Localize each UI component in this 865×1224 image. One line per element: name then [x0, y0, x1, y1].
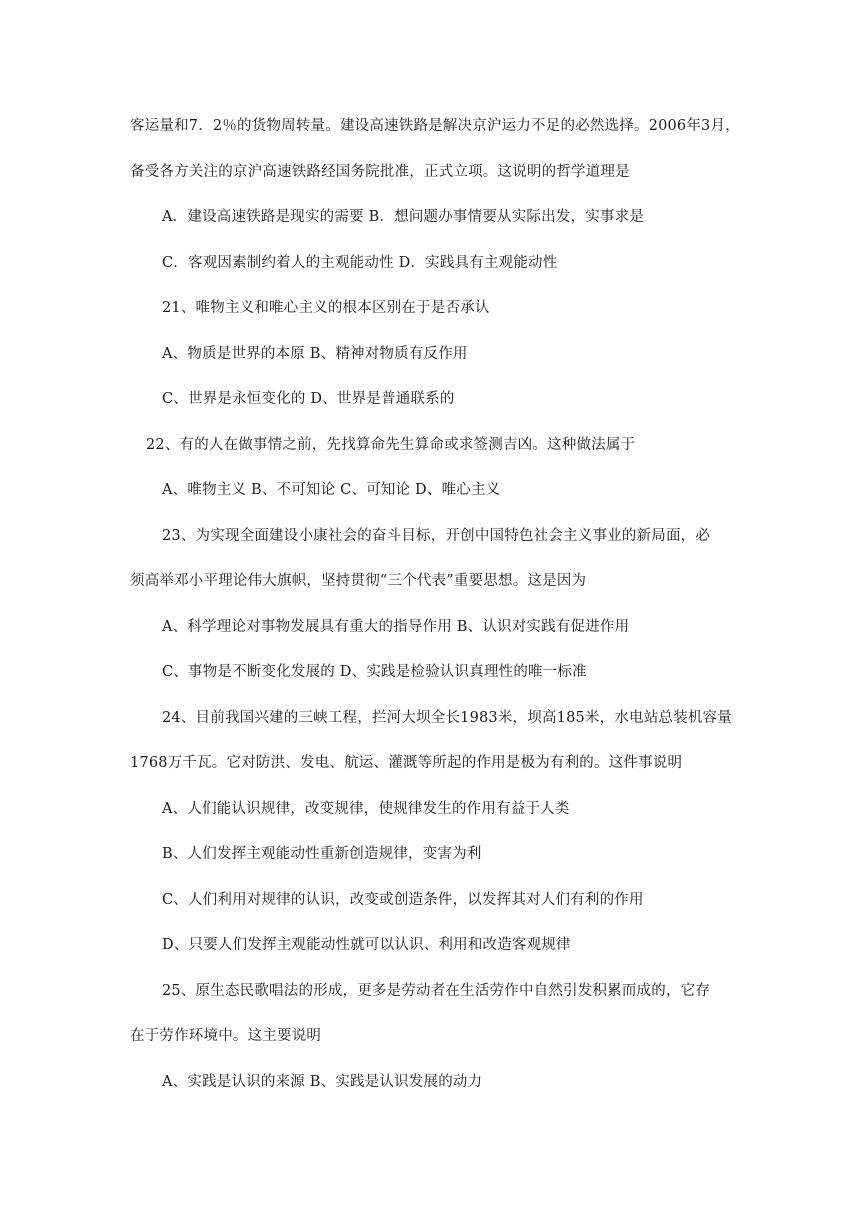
- text-line: 1768万千瓦。它对防洪、发电、航运、灌溉等所起的作用是极为有利的。这件事说明: [130, 755, 683, 771]
- question-line: 21、唯物主义和唯心主义的根本区别在于是否承认: [162, 300, 490, 316]
- option-line: B、人们发挥主观能动性重新创造规律，变害为利: [162, 846, 482, 862]
- option-line: A、实践是认识的来源 B、实践是认识发展的动力: [162, 1074, 483, 1090]
- question-line: 23、为实现全面建设小康社会的奋斗目标，开创中国特色社会主义事业的新局面，必: [162, 528, 711, 544]
- option-line: C．客观因素制约着人的主观能动性 D．实践具有主观能动性: [162, 255, 558, 271]
- option-line: A、唯物主义 B、不可知论 C、可知论 D、唯心主义: [162, 482, 501, 498]
- question-line: 24、目前我国兴建的三峡工程，拦河大坝全长1983米，坝高185米，水电站总装机容量: [162, 710, 732, 726]
- text-line: 在于劳作环境中。这主要说明: [130, 1028, 322, 1044]
- question-line: 22、有的人在做事情之前，先找算命先生算命或求签测吉凶。这种做法属于: [146, 437, 636, 453]
- option-line: C、事物是不断变化发展的 D、实践是检验认识真理性的唯一标准: [162, 664, 587, 680]
- option-line: C、人们利用对规律的认识，改变或创造条件，以发挥其对人们有利的作用: [162, 892, 644, 908]
- option-line: A．建设高速铁路是现实的需要 B．想问题办事情要从实际出发，实事求是: [162, 209, 645, 225]
- option-line: C、世界是永恒变化的 D、世界是普通联系的: [162, 391, 455, 407]
- option-line: A、科学理论对事物发展具有重大的指导作用 B、认识对实践有促进作用: [162, 619, 630, 635]
- text-line: 须高举邓小平理论伟大旗帜，坚持贯彻“三个代表”重要思想。这是因为: [130, 573, 587, 589]
- text-line: 备受各方关注的京沪高速铁路经国务院批准，正式立项。这说明的哲学道理是: [130, 164, 630, 180]
- option-line: D、只要人们发挥主观能动性就可以认识、利用和改造客观规律: [162, 937, 571, 953]
- text-line: 客运量和7．2％的货物周转量。建设高速铁路是解决京沪运力不足的必然选择。2006年3月，: [130, 118, 740, 134]
- option-line: A、人们能认识规律，改变规律，使规律发生的作用有益于人类: [162, 801, 570, 817]
- question-line: 25、原生态民歌唱法的形成，更多是劳动者在生活劳作中自然引发积累而成的，它存: [162, 983, 711, 999]
- option-line: A、物质是世界的本原 B、精神对物质有反作用: [162, 346, 468, 362]
